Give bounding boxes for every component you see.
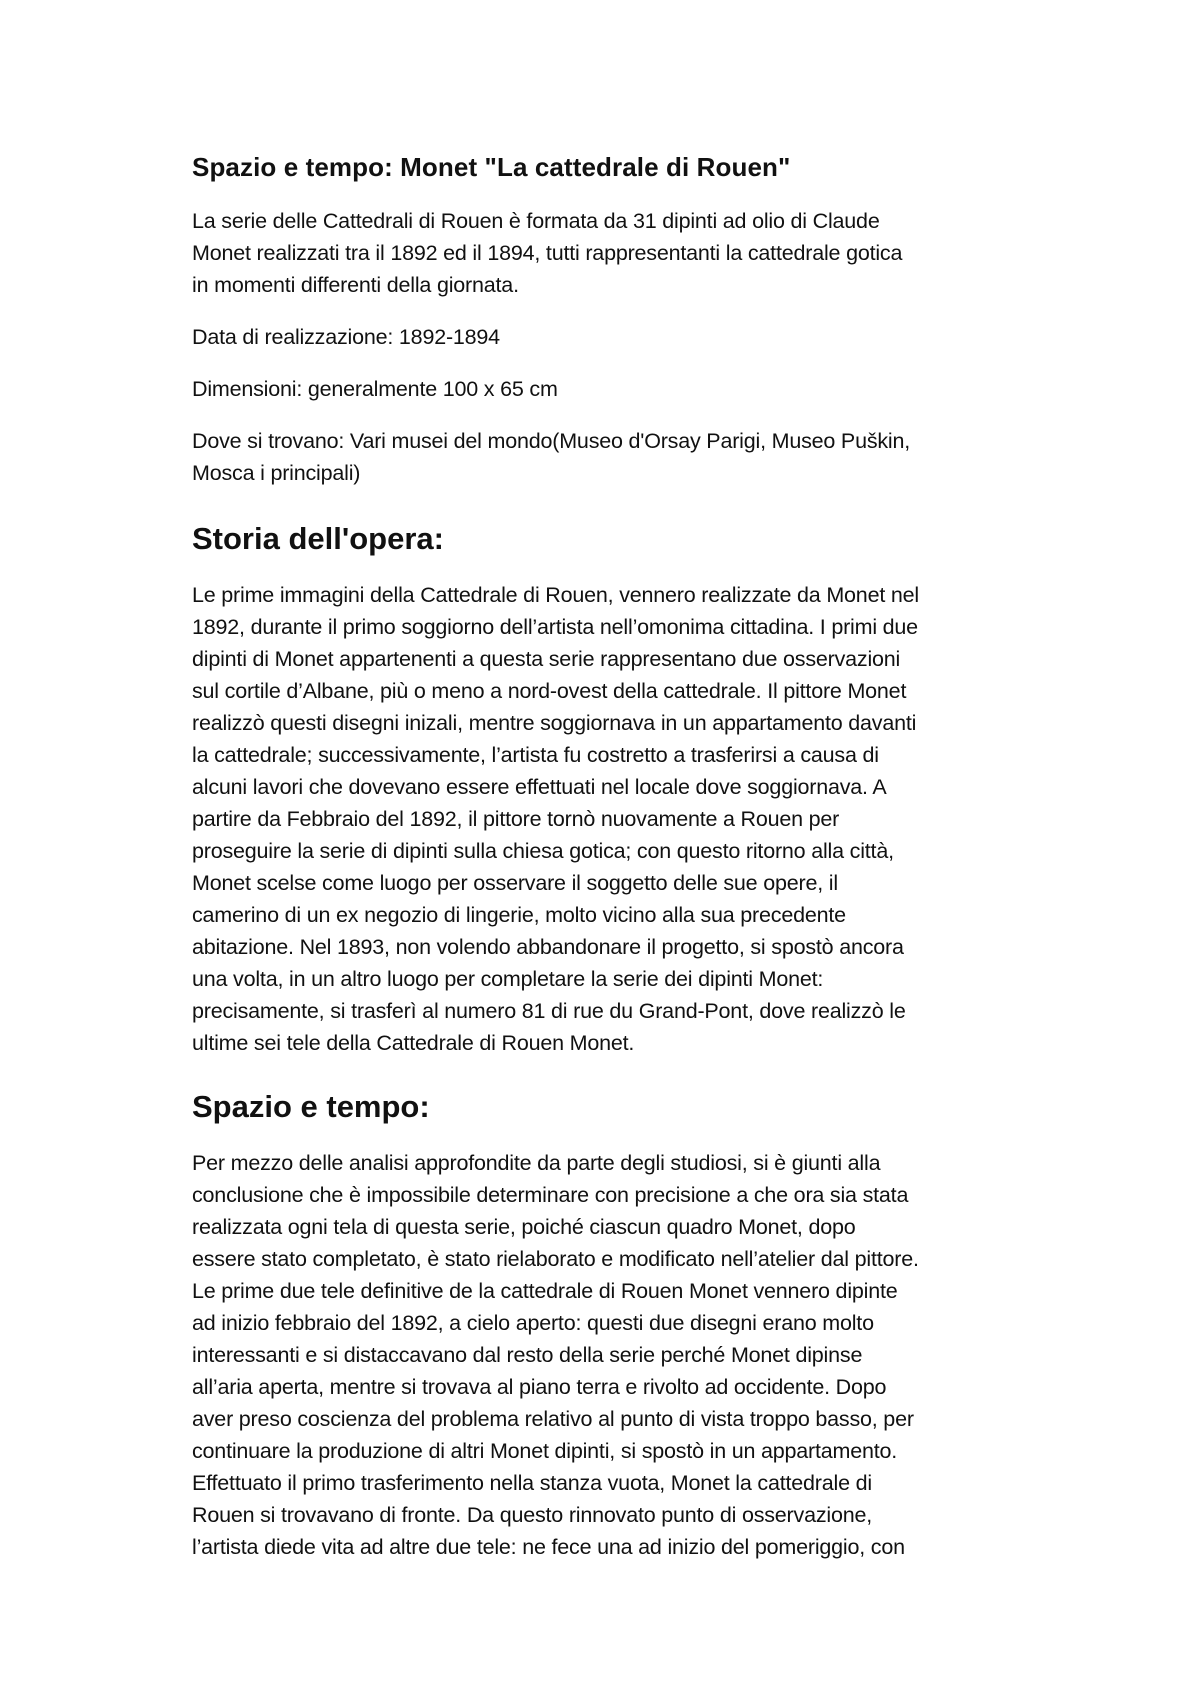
section-heading-storia: Storia dell'opera: (192, 521, 444, 556)
text-line: Le prime immagini della Cattedrale di Rouen, vennero realizzate da Monet nel (192, 583, 919, 607)
storia-paragraph (192, 579, 1022, 1059)
intro-paragraph (192, 205, 1022, 301)
text-line: Effettuato il primo trasferimento nella stanza vuota, Monet la cattedrale di (192, 1471, 872, 1495)
date-line: Data di realizzazione: 1892-1894 (192, 325, 500, 349)
text-line: 1892, durante il primo soggiorno dell’artista nell’omonima cittadina. I primi due (192, 615, 918, 639)
text-line: all’aria aperta, mentre si trovava al piano terra e rivolto ad occidente. Dopo (192, 1375, 887, 1399)
text-line: conclusione che è impossibile determinare con precisione a che ora sia stata (192, 1183, 909, 1207)
text-line: Monet realizzati tra il 1892 ed il 1894, tutti rappresentanti la cattedrale gotica (192, 241, 903, 265)
text-line: Monet scelse come luogo per osservare il soggetto delle sue opere, il (192, 871, 838, 895)
text-line: La serie delle Cattedrali di Rouen è formata da 31 dipinti ad olio di Claude (192, 209, 880, 233)
text-line: alcuni lavori che dovevano essere effettuati nel locale dove soggiornava. A (192, 775, 887, 799)
text-line: Rouen si trovavano di fronte. Da questo rinnovato punto di osservazione, (192, 1503, 872, 1527)
text-line: proseguire la serie di dipinti sulla chiesa gotica; con questo ritorno alla città, (192, 839, 894, 863)
document-page (192, 150, 1022, 1563)
dimensions-line: Dimensioni: generalmente 100 x 65 cm (192, 377, 558, 401)
text-line: ultime sei tele della Cattedrale di Rouen Monet. (192, 1031, 635, 1055)
text-line: l’artista diede vita ad altre due tele: ne fece una ad inizio del pomeriggio, con (192, 1535, 905, 1559)
text-line: la cattedrale; successivamente, l’artista fu costretto a trasferirsi a causa di (192, 743, 879, 767)
text-line: Le prime due tele definitive de la cattedrale di Rouen Monet vennero dipinte (192, 1279, 898, 1303)
text-line: in momenti differenti della giornata. (192, 273, 519, 297)
text-line: aver preso coscienza del problema relativo al punto di vista troppo basso, per (192, 1407, 914, 1431)
text-line: Dove si trovano: Vari musei del mondo(Museo d'Orsay Parigi, Museo Puškin, (192, 429, 911, 453)
text-line: continuare la produzione di altri Monet dipinti, si spostò in un appartamento. (192, 1439, 898, 1463)
text-line: interessanti e si distaccavano dal resto della serie perché Monet dipinse (192, 1343, 863, 1367)
section-heading-spazio: Spazio e tempo: (192, 1089, 430, 1124)
spazio-paragraph (192, 1147, 1022, 1563)
text-line: realizzata ogni tela di questa serie, poiché ciascun quadro Monet, dopo (192, 1215, 856, 1239)
text-line: una volta, in un altro luogo per completare la serie dei dipinti Monet: (192, 967, 824, 991)
text-line: Per mezzo delle analisi approfondite da parte degli studiosi, si è giunti alla (192, 1151, 881, 1175)
text-line: realizzò questi disegni inizali, mentre soggiornava in un appartamento davanti (192, 711, 917, 735)
location-paragraph (192, 425, 1022, 489)
text-line: precisamente, si trasferì al numero 81 di rue du Grand-Pont, dove realizzò le (192, 999, 906, 1023)
text-line: dipinti di Monet appartenenti a questa serie rappresentano due osservazioni (192, 647, 901, 671)
text-line: sul cortile d’Albane, più o meno a nord-ovest della cattedrale. Il pittore Monet (192, 679, 907, 703)
text-line: essere stato completato, è stato rielaborato e modificato nell’atelier dal pittore. (192, 1247, 919, 1271)
text-line: abitazione. Nel 1893, non volendo abbandonare il progetto, si spostò ancora (192, 935, 904, 959)
text-line: Mosca i principali) (192, 461, 361, 485)
text-line: partire da Febbraio del 1892, il pittore tornò nuovamente a Rouen per (192, 807, 840, 831)
text-line: camerino di un ex negozio di lingerie, molto vicino alla sua precedente (192, 903, 846, 927)
text-line: ad inizio febbraio del 1892, a cielo aperto: questi due disegni erano molto (192, 1311, 874, 1335)
document-title: Spazio e tempo: Monet "La cattedrale di Rouen" (192, 152, 791, 182)
